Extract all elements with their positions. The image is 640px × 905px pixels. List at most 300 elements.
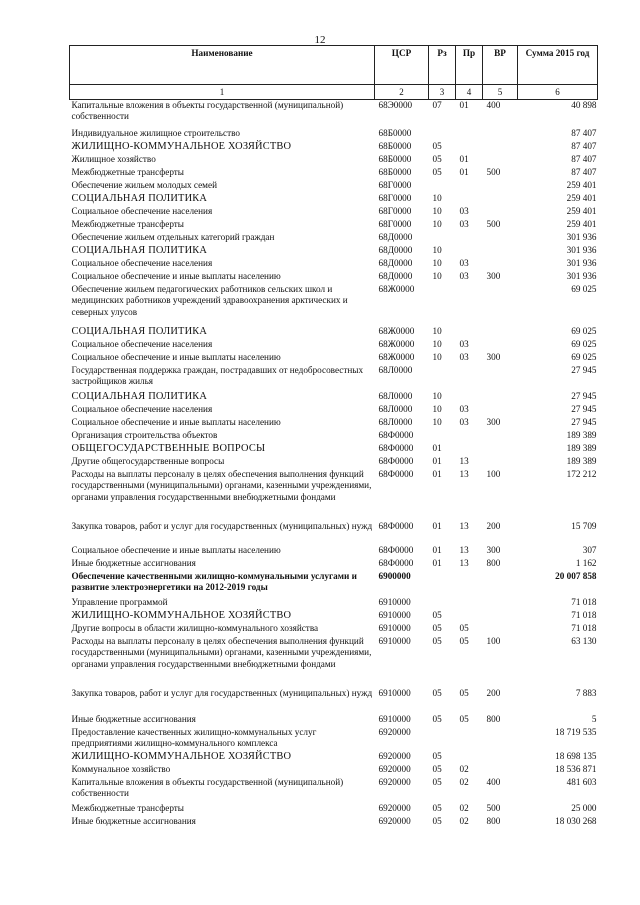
row-pr (456, 571, 483, 595)
table-row (70, 352, 598, 365)
row-name: Социальное обеспечение населения (71, 404, 213, 415)
row-vr (483, 141, 518, 154)
table-row (70, 404, 598, 417)
row-name: Государственная поддержка граждан, пострадавших от недобросовестных застройщиков жилья (71, 365, 364, 387)
row-pr: 02 (459, 803, 469, 814)
table-row (70, 764, 598, 777)
row-pr (456, 141, 483, 154)
column-index: 3 (429, 85, 456, 100)
row-csr: 68Д0000 (378, 271, 413, 282)
row-sum: 20 007 858 (555, 571, 597, 582)
row-pr (456, 326, 483, 339)
row-vr (483, 339, 518, 352)
row-rz (429, 284, 456, 320)
table-row (70, 258, 598, 271)
row-vr: 300 (486, 271, 501, 282)
row-name: Индивидуальное жилищное строительство (71, 128, 240, 139)
row-rz: 01 (432, 456, 442, 467)
row-csr: 68Б0000 (378, 141, 412, 152)
row-sum: 301 936 (566, 245, 597, 256)
row-sum: 259 401 (566, 180, 597, 191)
row-pr: 03 (459, 258, 469, 269)
row-vr (483, 365, 518, 389)
row-csr: 6920000 (378, 816, 411, 827)
row-vr (483, 610, 518, 623)
table-row (70, 571, 598, 595)
row-sum: 18 536 871 (555, 764, 597, 775)
table-row (70, 443, 598, 456)
row-name: Обеспечение жильем отдельных категорий граждан (71, 232, 275, 243)
row-name: Обеспечение жильем педагогических работников сельских школ и медицинских работников учреждений здравоохранения арктических и северных улусов (71, 284, 348, 317)
table-row (70, 180, 598, 193)
row-vr (483, 751, 518, 764)
row-sum: 301 936 (566, 232, 597, 243)
row-rz (429, 727, 456, 751)
row-sum: 307 (582, 545, 597, 556)
row-sum: 69 025 (571, 326, 597, 337)
row-name: Обеспечение качественными жилищно-коммунальными услугами и развитие электроэнергетики на 2012-2019 годы (71, 571, 357, 593)
row-name: Другие вопросы в области жилищно-коммунального хозяйства (71, 623, 319, 634)
row-name: Коммунальное хозяйство (71, 764, 171, 775)
row-pr: 02 (459, 816, 469, 827)
row-pr: 03 (459, 271, 469, 282)
header-csr: ЦСР (375, 46, 429, 85)
row-sum: 18 030 268 (555, 816, 597, 827)
header-name: Наименование (70, 46, 375, 85)
row-rz: 10 (432, 206, 442, 217)
row-vr: 800 (486, 816, 501, 827)
row-name: Другие общегосударственные вопросы (71, 456, 225, 467)
row-vr (483, 245, 518, 258)
row-rz: 05 (432, 777, 442, 788)
row-pr: 13 (459, 469, 469, 480)
row-vr (483, 206, 518, 219)
row-vr (483, 232, 518, 245)
row-rz: 05 (432, 688, 442, 699)
row-rz: 01 (432, 443, 442, 454)
row-rz (429, 128, 456, 141)
row-rz: 05 (432, 610, 442, 621)
row-sum: 27 945 (571, 365, 597, 376)
row-name: Межбюджетные трансферты (71, 219, 184, 230)
row-pr (456, 128, 483, 141)
row-rz (429, 430, 456, 443)
row-sum: 5 (591, 714, 597, 725)
row-name: Социальное обеспечение населения (71, 339, 213, 350)
row-name: Обеспечение жильем молодых семей (71, 180, 217, 191)
row-vr (483, 623, 518, 636)
row-rz: 07 (432, 100, 442, 111)
row-sum: 69 025 (571, 339, 597, 350)
row-sum: 71 018 (571, 597, 597, 608)
row-vr: 500 (486, 167, 501, 178)
row-name: Межбюджетные трансферты (71, 803, 184, 814)
table-row (70, 751, 598, 764)
row-rz: 05 (432, 636, 442, 647)
row-rz: 01 (432, 469, 442, 480)
row-csr: 6910000 (378, 623, 411, 634)
table-row (70, 141, 598, 154)
row-name: Социальное обеспечение населения (71, 206, 213, 217)
table-row (70, 636, 598, 682)
table-row (70, 167, 598, 180)
row-pr (456, 232, 483, 245)
row-rz: 10 (432, 245, 442, 256)
row-rz (429, 597, 456, 610)
row-sum: 87 407 (571, 154, 597, 165)
row-csr: 68Б0000 (378, 154, 412, 165)
row-csr: 68Л0000 (378, 404, 413, 415)
table-row (70, 545, 598, 558)
row-csr: 68Ф0000 (378, 430, 414, 441)
table-row (70, 284, 598, 320)
row-csr: 68Г0000 (378, 219, 412, 230)
row-pr: 03 (459, 404, 469, 415)
row-vr (483, 128, 518, 141)
row-pr: 13 (459, 456, 469, 467)
row-vr (483, 193, 518, 206)
row-rz: 10 (432, 219, 442, 230)
row-sum: 15 709 (571, 521, 597, 532)
row-csr: 6910000 (378, 597, 411, 608)
row-csr: 68Г0000 (378, 206, 412, 217)
row-csr: 68Д0000 (378, 245, 413, 256)
row-sum: 25 000 (571, 803, 597, 814)
row-vr (483, 258, 518, 271)
row-csr: 6900000 (378, 571, 411, 582)
table-row (70, 456, 598, 469)
row-csr: 68Ф0000 (378, 469, 414, 480)
row-name: Социальное обеспечение и иные выплаты населению (71, 417, 281, 428)
table-row (70, 430, 598, 443)
row-csr: 6910000 (378, 688, 411, 699)
row-rz (429, 571, 456, 595)
row-pr: 01 (459, 100, 469, 111)
row-pr (456, 610, 483, 623)
row-rz: 05 (432, 623, 442, 634)
table-row (70, 688, 598, 712)
row-vr (483, 764, 518, 777)
row-sum: 87 407 (571, 167, 597, 178)
row-csr: 68Г0000 (378, 180, 412, 191)
row-sum: 69 025 (571, 352, 597, 363)
row-name: ЖИЛИЩНО-КОММУНАЛЬНОЕ ХОЗЯЙСТВО (71, 610, 292, 622)
table-row (70, 326, 598, 339)
row-rz: 05 (432, 816, 442, 827)
row-csr: 68Ф0000 (378, 443, 414, 454)
row-pr: 03 (459, 206, 469, 217)
row-rz: 05 (432, 751, 442, 762)
row-csr: 68Л0000 (378, 417, 413, 428)
row-csr: 68Ф0000 (378, 456, 414, 467)
row-pr: 02 (459, 764, 469, 775)
row-pr (456, 284, 483, 320)
table-row (70, 391, 598, 404)
row-rz: 10 (432, 417, 442, 428)
row-csr: 68Б0000 (378, 128, 412, 139)
row-rz: 05 (432, 803, 442, 814)
row-csr: 68Ж0000 (378, 284, 415, 295)
row-sum: 27 945 (571, 404, 597, 415)
row-name: Расходы на выплаты персоналу в целях обеспечения выполнения функций государственными (муниципальными) органами, казенными учреждениями, органами управления государственными внебюджетными фондами (71, 636, 372, 669)
row-rz: 10 (432, 339, 442, 350)
row-pr (456, 180, 483, 193)
table-row (70, 232, 598, 245)
row-csr: 6920000 (378, 727, 411, 738)
row-sum: 301 936 (566, 258, 597, 269)
row-pr: 01 (459, 154, 469, 165)
header-rz: Рз (429, 46, 456, 85)
table-header (70, 46, 598, 100)
row-rz (429, 232, 456, 245)
row-vr (483, 571, 518, 595)
row-sum: 40 898 (571, 100, 597, 111)
row-rz: 10 (432, 391, 442, 402)
row-rz: 10 (432, 326, 442, 337)
row-sum: 63 130 (571, 636, 597, 647)
row-sum: 189 389 (566, 456, 597, 467)
row-sum: 1 162 (575, 558, 597, 569)
table-row (70, 558, 598, 571)
row-vr: 100 (486, 636, 501, 647)
row-vr (483, 727, 518, 751)
row-sum: 87 407 (571, 128, 597, 139)
row-vr (483, 284, 518, 320)
row-csr: 68Ф0000 (378, 558, 414, 569)
row-sum: 87 407 (571, 141, 597, 152)
row-sum: 7 883 (575, 688, 597, 699)
row-pr: 13 (459, 521, 469, 532)
row-name: Иные бюджетные ассигнования (71, 558, 196, 569)
row-name: Расходы на выплаты персоналу в целях обеспечения выполнения функций государственными (муниципальными) органами, казенными учреждениями, органами управления государственными внебюджетными фондами (71, 469, 372, 502)
table-row (70, 154, 598, 167)
row-rz: 05 (432, 714, 442, 725)
row-sum: 481 603 (566, 777, 597, 788)
row-rz: 01 (432, 558, 442, 569)
row-vr: 400 (486, 100, 501, 111)
row-rz (429, 180, 456, 193)
column-index: 5 (483, 85, 518, 100)
row-vr: 800 (486, 714, 501, 725)
row-vr: 100 (486, 469, 501, 480)
header-sum: Сумма 2015 год (518, 46, 598, 85)
row-csr: 68Ф0000 (378, 545, 414, 556)
row-sum: 189 389 (566, 443, 597, 454)
row-pr (456, 365, 483, 389)
row-sum: 189 389 (566, 430, 597, 441)
row-name: Иные бюджетные ассигнования (71, 714, 196, 725)
table-row (70, 100, 598, 125)
table-row (70, 193, 598, 206)
header-pr: Пр (456, 46, 483, 85)
row-vr: 400 (486, 777, 501, 788)
row-name: СОЦИАЛЬНАЯ ПОЛИТИКА (71, 391, 208, 403)
row-csr: 6920000 (378, 764, 411, 775)
row-pr: 05 (459, 636, 469, 647)
row-rz: 10 (432, 258, 442, 269)
table-row (70, 597, 598, 610)
row-csr: 68Г0000 (378, 193, 412, 204)
row-csr: 68Д0000 (378, 258, 413, 269)
table-body (70, 100, 598, 830)
row-pr (456, 597, 483, 610)
row-name: Закупка товаров, работ и услуг для государственных (муниципальных) нужд (71, 688, 373, 699)
row-name: Предоставление качественных жилищно-коммунальных услуг предприятиями жилищно-коммунального комплекса (71, 727, 317, 749)
column-index: 6 (518, 85, 598, 100)
table-row (70, 727, 598, 751)
row-name: Капитальные вложения в объекты государственной (муниципальной) собственности (71, 777, 344, 799)
table-row (70, 128, 598, 141)
row-name: ЖИЛИЩНО-КОММУНАЛЬНОЕ ХОЗЯЙСТВО (71, 751, 292, 763)
row-vr: 200 (486, 688, 501, 699)
row-csr: 68Л0000 (378, 391, 413, 402)
row-sum: 301 936 (566, 271, 597, 282)
table-row (70, 610, 598, 623)
row-name: Управление программой (71, 597, 168, 608)
row-csr: 6920000 (378, 803, 411, 814)
row-pr: 02 (459, 777, 469, 788)
row-pr (456, 391, 483, 404)
row-sum: 172 212 (566, 469, 597, 480)
row-pr: 13 (459, 558, 469, 569)
row-rz: 05 (432, 167, 442, 178)
row-pr (456, 727, 483, 751)
column-index: 2 (375, 85, 429, 100)
column-index: 1 (70, 85, 375, 100)
row-csr: 68Ж0000 (378, 339, 415, 350)
row-pr (456, 443, 483, 456)
row-vr: 500 (486, 803, 501, 814)
row-name: Жилищное хозяйство (71, 154, 156, 165)
row-sum: 18 698 135 (555, 751, 597, 762)
row-pr: 01 (459, 167, 469, 178)
row-sum: 259 401 (566, 193, 597, 204)
row-name: Иные бюджетные ассигнования (71, 816, 196, 827)
table-row (70, 816, 598, 829)
table-row (70, 469, 598, 515)
row-vr: 200 (486, 521, 501, 532)
table-row (70, 777, 598, 801)
row-csr: 68Д0000 (378, 232, 413, 243)
row-csr: 68Ж0000 (378, 326, 415, 337)
header-vr: ВР (483, 46, 518, 85)
row-csr: 6910000 (378, 714, 411, 725)
row-vr (483, 443, 518, 456)
budget-table (69, 45, 598, 829)
row-csr: 6920000 (378, 777, 411, 788)
row-csr: 6910000 (378, 610, 411, 621)
row-vr: 300 (486, 352, 501, 363)
table-row (70, 803, 598, 816)
row-rz: 05 (432, 141, 442, 152)
row-csr: 68Ж0000 (378, 352, 415, 363)
row-pr: 05 (459, 714, 469, 725)
row-vr (483, 326, 518, 339)
row-pr: 05 (459, 688, 469, 699)
row-name: Социальное обеспечение населения (71, 258, 213, 269)
row-pr (456, 193, 483, 206)
table-row (70, 417, 598, 430)
table-row (70, 365, 598, 389)
table-row (70, 206, 598, 219)
row-name: СОЦИАЛЬНАЯ ПОЛИТИКА (71, 245, 208, 257)
column-index: 4 (456, 85, 483, 100)
row-name: Социальное обеспечение и иные выплаты населению (71, 271, 281, 282)
row-pr: 13 (459, 545, 469, 556)
row-name: Социальное обеспечение и иные выплаты населению (71, 352, 281, 363)
row-sum: 259 401 (566, 206, 597, 217)
row-pr: 03 (459, 219, 469, 230)
row-pr (456, 430, 483, 443)
row-csr: 68Б0000 (378, 167, 412, 178)
row-vr (483, 430, 518, 443)
row-rz: 05 (432, 154, 442, 165)
row-sum: 71 018 (571, 610, 597, 621)
row-vr (483, 154, 518, 167)
row-vr: 800 (486, 558, 501, 569)
row-name: Закупка товаров, работ и услуг для государственных (муниципальных) нужд (71, 521, 373, 532)
row-pr: 03 (459, 352, 469, 363)
row-rz: 10 (432, 193, 442, 204)
row-pr: 03 (459, 339, 469, 350)
row-csr: 6910000 (378, 636, 411, 647)
row-rz: 10 (432, 271, 442, 282)
table-row (70, 623, 598, 636)
table-row (70, 245, 598, 258)
row-rz (429, 365, 456, 389)
row-rz: 01 (432, 521, 442, 532)
row-name: Организация строительства объектов (71, 430, 218, 441)
row-vr: 300 (486, 417, 501, 428)
row-csr: 68Э0000 (378, 100, 413, 111)
table-row (70, 339, 598, 352)
row-pr (456, 751, 483, 764)
row-name: Социальное обеспечение и иные выплаты населению (71, 545, 281, 556)
row-rz: 01 (432, 545, 442, 556)
row-name: СОЦИАЛЬНАЯ ПОЛИТИКА (71, 326, 208, 338)
row-sum: 259 401 (566, 219, 597, 230)
row-vr (483, 180, 518, 193)
column-index-row (70, 85, 598, 100)
row-name: Капитальные вложения в объекты государственной (муниципальной) собственности (71, 100, 344, 122)
table-row (70, 219, 598, 232)
table-row (70, 271, 598, 284)
row-vr (483, 597, 518, 610)
row-vr: 500 (486, 219, 501, 230)
row-csr: 68Л0000 (378, 365, 413, 376)
budget-table-sheet (69, 45, 597, 829)
row-name: ОБЩЕГОСУДАРСТВЕННЫЕ ВОПРОСЫ (71, 443, 266, 455)
row-sum: 27 945 (571, 391, 597, 402)
row-pr (456, 245, 483, 258)
row-vr (483, 404, 518, 417)
table-row (70, 714, 598, 727)
row-pr: 03 (459, 417, 469, 428)
row-sum: 71 018 (571, 623, 597, 634)
row-csr: 68Ф0000 (378, 521, 414, 532)
row-vr: 300 (486, 545, 501, 556)
row-csr: 6920000 (378, 751, 411, 762)
row-name: ЖИЛИЩНО-КОММУНАЛЬНОЕ ХОЗЯЙСТВО (71, 141, 292, 153)
row-vr (483, 391, 518, 404)
row-sum: 69 025 (571, 284, 597, 295)
row-name: СОЦИАЛЬНАЯ ПОЛИТИКА (71, 193, 208, 205)
row-rz: 10 (432, 352, 442, 363)
row-sum: 18 719 535 (555, 727, 597, 738)
page-number: 12 (314, 34, 326, 46)
row-pr: 05 (459, 623, 469, 634)
row-vr (483, 456, 518, 469)
